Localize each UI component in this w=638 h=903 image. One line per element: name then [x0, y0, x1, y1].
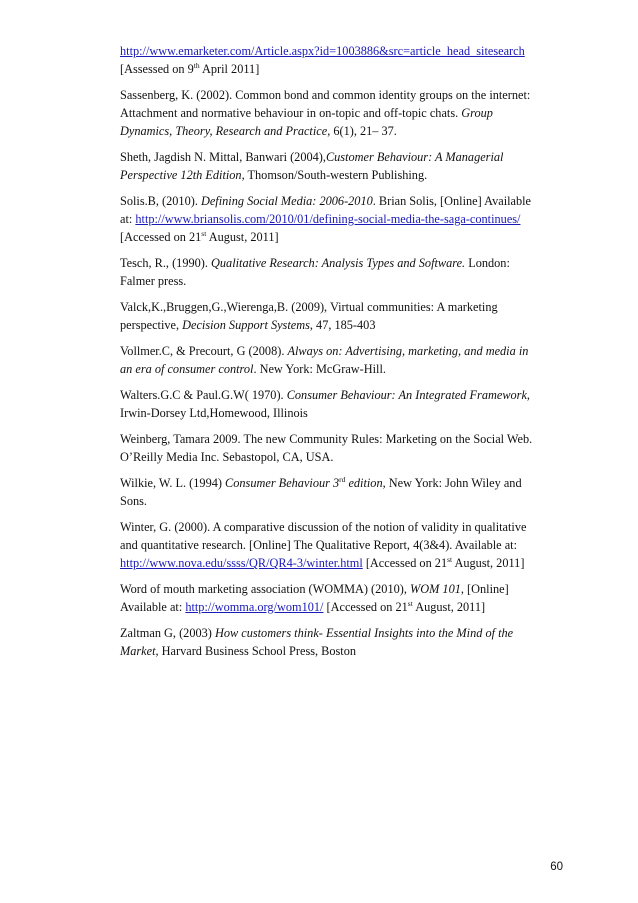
reference-title: Consumer Behaviour: An Integrated Framework: [286, 388, 527, 402]
reference-text: Irwin-Dorsey Ltd,Homewood, Illinois: [120, 406, 308, 420]
reference-line: [120, 228, 566, 246]
ordinal-suffix: st: [201, 229, 207, 238]
reference-title: an era of consumer control: [120, 362, 254, 376]
reference-text: Word of mouth marketing association (WOMMA) (2010),: [120, 582, 410, 596]
reference-text: ,: [526, 388, 530, 402]
reference-title: Consumer Behaviour 3: [225, 476, 340, 490]
reference-entry-weinberg: [120, 430, 566, 466]
reference-line: [120, 166, 566, 184]
reference-text: Weinberg, Tamara 2009. The new Community Rules: Marketing on the Social Web.: [120, 432, 533, 446]
reference-entry-tesch: [120, 254, 566, 290]
reference-text: perspective,: [120, 318, 183, 332]
reference-text: Walters.G.C & Paul.G.W( 1970).: [120, 388, 287, 402]
reference-text: Attachment and normative behaviour in on-topic and off-topic chats.: [120, 106, 462, 120]
reference-line: [120, 210, 566, 228]
reference-text: Falmer press.: [120, 274, 187, 288]
reference-text: [Assessed on 9: [120, 62, 194, 76]
reference-line: [120, 474, 566, 492]
reference-title: Customer Behaviour: A Managerial: [325, 150, 504, 164]
reference-text: Winter, G. (2000). A comparative discussion of the notion of validity in qualitative: [120, 520, 527, 534]
reference-text: London:: [465, 256, 510, 270]
reference-line: [120, 122, 566, 140]
reference-text: , New York: John Wiley and: [382, 476, 522, 490]
reference-entry-zaltman: [120, 624, 566, 660]
reference-line: [120, 192, 566, 210]
reference-text: , [Online]: [460, 582, 509, 596]
reference-text: , 6(1), 21– 37.: [327, 124, 397, 138]
reference-entry-sheth: [120, 148, 566, 184]
reference-text: Solis.B, (2010).: [120, 194, 201, 208]
reference-title: Decision Support Systems: [182, 318, 310, 332]
reference-text: Sheth, Jagdish N. Mittal, Banwari (2004),: [120, 150, 326, 164]
reference-text: Wilkie, W. L. (1994): [120, 476, 226, 490]
reference-text: Sons.: [120, 494, 147, 508]
reference-title: edition: [345, 476, 383, 490]
reference-line: [120, 342, 566, 360]
reference-line: [120, 430, 566, 448]
reference-line: [120, 42, 566, 60]
reference-link[interactable]: http://www.nova.edu/ssss/QR/QR4-3/winter.html: [120, 556, 363, 570]
reference-link[interactable]: http://www.briansolis.com/2010/01/defining-social-media-the-saga-continues/: [135, 212, 521, 226]
reference-title: How customers think- Essential Insights into the Mind of the: [214, 626, 514, 640]
reference-title: WOM 101: [409, 582, 461, 596]
reference-line: [120, 272, 566, 290]
ordinal-suffix: st: [447, 555, 453, 564]
reference-line: [120, 598, 566, 616]
reference-text: Tesch, R., (1990).: [120, 256, 212, 270]
reference-text: [Accessed on 21: [120, 230, 202, 244]
reference-title: Perspective 12th Edition,: [120, 168, 245, 182]
reference-line: [120, 298, 566, 316]
reference-entry-winter: [120, 518, 566, 572]
reference-text: August, 2011]: [452, 556, 525, 570]
reference-text: Vollmer.C, & Precourt, G (2008).: [120, 344, 288, 358]
reference-entry-emarketer: [120, 42, 566, 78]
page-number: 60: [550, 861, 563, 873]
reference-link[interactable]: http://womma.org/wom101/: [185, 600, 324, 614]
reference-title: Dynamics, Theory, Research and Practice: [120, 124, 328, 138]
reference-link[interactable]: http://www.emarketer.com/Article.aspx?id=1003886&src=article_head_sitesearch: [120, 44, 525, 58]
reference-text: . New York: McGraw-Hill.: [253, 362, 386, 376]
reference-title: Always on: Advertising, marketing, and media in: [287, 344, 529, 358]
reference-entry-walters: [120, 386, 566, 422]
reference-text: August, 2011]: [206, 230, 279, 244]
reference-line: [120, 316, 566, 334]
reference-text: Valck,K.,Bruggen,G.,Wierenga,B. (2009), Virtual communities: A marketing: [120, 300, 498, 314]
reference-entry-valck: [120, 298, 566, 334]
reference-line: [120, 448, 566, 466]
ordinal-suffix: rd: [339, 475, 346, 484]
reference-text: April 2011]: [199, 62, 260, 76]
ordinal-suffix: st: [407, 599, 413, 608]
reference-list: [120, 42, 566, 668]
reference-line: [120, 86, 566, 104]
reference-text: [Accessed on 21: [323, 600, 408, 614]
reference-entry-vollmer: [120, 342, 566, 378]
reference-text: August, 2011]: [412, 600, 486, 614]
reference-text: Sassenberg, K. (2002). Common bond and common identity groups on the internet:: [120, 88, 531, 102]
reference-text: , 47, 185-403: [309, 318, 376, 332]
reference-title: Defining Social Media: 2006-2010: [200, 194, 373, 208]
reference-line: [120, 104, 566, 122]
ordinal-suffix: th: [193, 61, 200, 70]
reference-text: Thomson/South-western Publishing.: [244, 168, 428, 182]
reference-line: [120, 386, 566, 404]
reference-line: [120, 536, 566, 554]
reference-line: [120, 60, 566, 78]
reference-text: Harvard Business School Press, Boston: [158, 644, 357, 658]
reference-line: [120, 360, 566, 378]
reference-entry-wilkie: [120, 474, 566, 510]
reference-text: Zaltman G, (2003): [120, 626, 215, 640]
reference-text: O’Reilly Media Inc. Sebastopol, CA, USA.: [120, 450, 334, 464]
reference-line: [120, 624, 566, 642]
reference-text: and quantitative research. [Online] The Qualitative Report, 4(3&4). Available at:: [120, 538, 518, 552]
reference-entry-solis: [120, 192, 566, 246]
reference-text: at:: [120, 212, 136, 226]
reference-line: [120, 554, 566, 572]
reference-line: [120, 148, 566, 166]
reference-title: Qualitative Research: Analysis Types and Software.: [211, 256, 466, 270]
reference-line: [120, 580, 566, 598]
reference-title: Market,: [120, 644, 159, 658]
reference-text: . Brian Solis, [Online] Available: [372, 194, 532, 208]
reference-line: [120, 254, 566, 272]
reference-entry-sassenberg: [120, 86, 566, 140]
reference-line: [120, 518, 566, 536]
reference-entry-womma: [120, 580, 566, 616]
reference-title: Group: [461, 106, 493, 120]
reference-text: Available at:: [120, 600, 186, 614]
reference-line: [120, 492, 566, 510]
reference-line: [120, 404, 566, 422]
reference-line: [120, 642, 566, 660]
reference-text: [Accessed on 21: [362, 556, 448, 570]
